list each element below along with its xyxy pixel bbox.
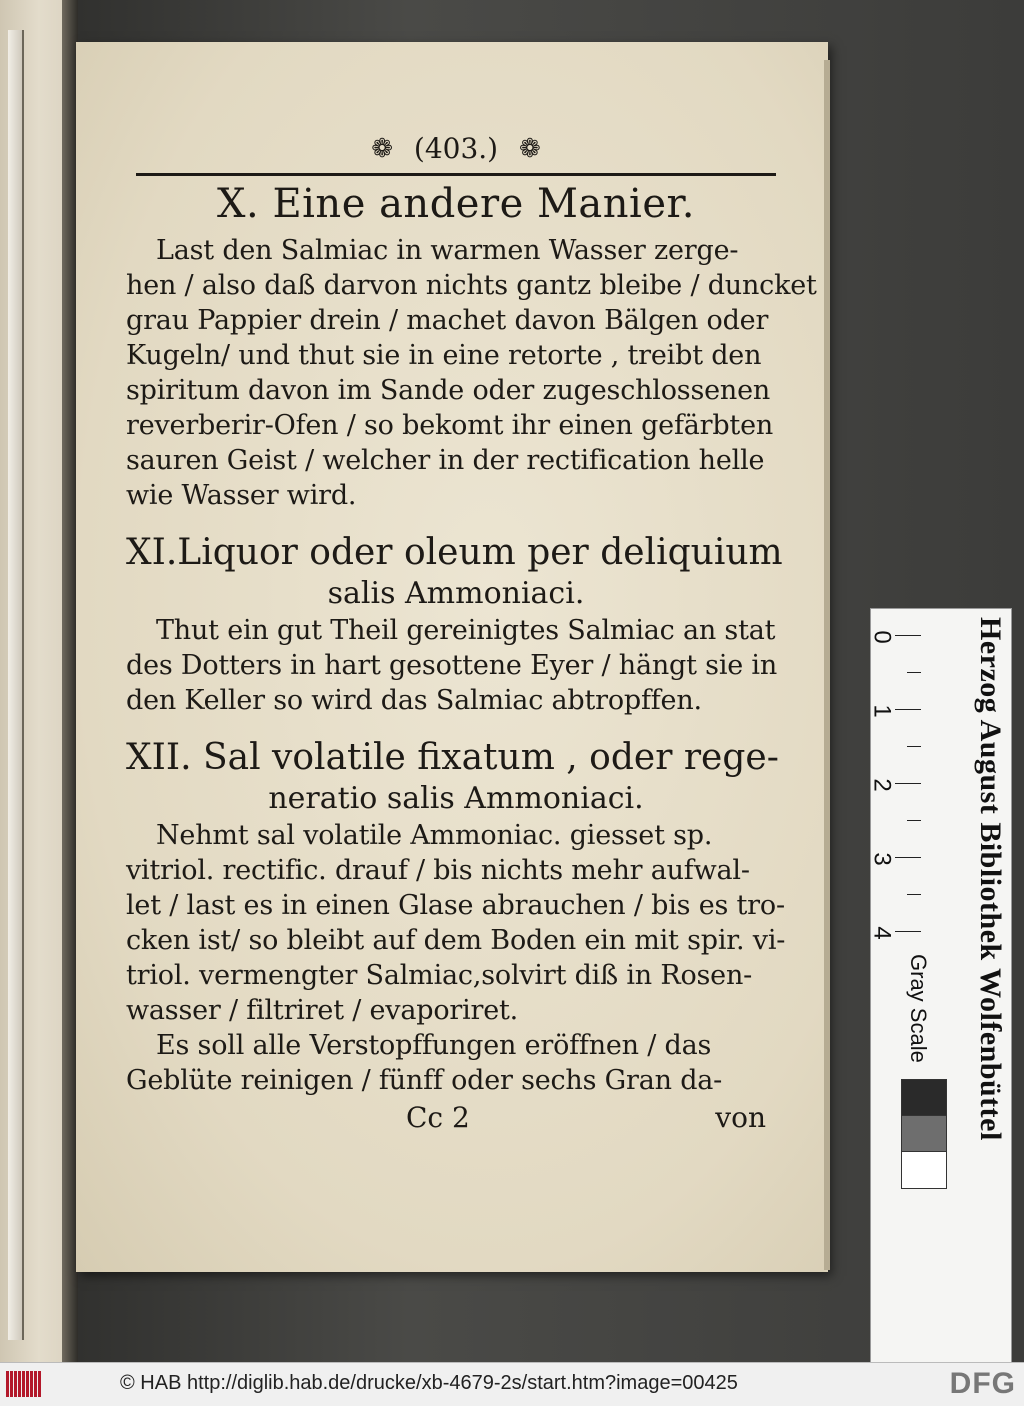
heading-xii-subtitle: neratio salis Ammoniaci. (268, 781, 644, 816)
dfg-logo: DFG (949, 1367, 1016, 1400)
text-line: wie Wasser wird. (126, 480, 357, 511)
gray-scale-label: Gray Scale (906, 954, 931, 1063)
centimeter-ruler (868, 609, 901, 949)
page-text (126, 127, 817, 1138)
ruler-number: 0 (868, 630, 896, 644)
page-edge (824, 60, 830, 1270)
signature-mark: Cc 2 (406, 1101, 470, 1134)
page-footer-line (126, 1098, 786, 1138)
text-line: reverberir-Ofen / so bekomt ihr einen gefärbten (126, 410, 774, 441)
ornament-right-icon: ❁ (519, 133, 541, 164)
text-line: let / last es in einen Glase abrauchen / bis es tro- (126, 890, 785, 921)
head-rule (136, 173, 776, 176)
footer-bar (0, 1362, 1024, 1406)
ruler-tick (907, 746, 921, 747)
text-line: hen / also daß darvon nichts gantz bleibe / duncket (126, 270, 817, 301)
text-line: vitriol. rectific. drauf / bis nichts mehr aufwal- (126, 855, 750, 886)
text-line: Geblüte reinigen / fünff oder sechs Gran da- (126, 1065, 723, 1096)
heading-x: X. Eine andere Manier. (217, 181, 695, 227)
text-line: den Keller so wird das Salmiac abtropffen. (126, 685, 702, 716)
ruler-tick (907, 672, 921, 673)
ruler-tick (895, 857, 921, 858)
ruler-number: 4 (868, 926, 896, 940)
paragraph-xi (126, 613, 786, 718)
ruler-tick (907, 894, 921, 895)
paragraph-xii (126, 818, 786, 1028)
ruler-tick (907, 820, 921, 821)
text-line: sauren Geist / welcher in der rectification helle (126, 445, 765, 476)
catchword: von (715, 1101, 766, 1134)
ornament-left-icon: ❁ (371, 133, 393, 164)
ruler-number: 3 (868, 852, 896, 866)
ruler-number: 1 (868, 704, 896, 718)
paragraph-final (126, 1028, 786, 1098)
ruler-tick (895, 635, 921, 636)
ruler-tick (895, 931, 921, 932)
text-line: Es soll alle Verstopffungen eröffnen / das (156, 1030, 712, 1061)
heading-xii-title: XII. Sal volatile fixatum , oder rege- (126, 737, 779, 778)
ruler-tick (895, 783, 921, 784)
text-line: Nehmt sal volatile Ammoniac. giesset sp. (156, 820, 713, 851)
running-head (126, 127, 786, 167)
heading-xi-subtitle: salis Ammoniaci. (327, 576, 585, 611)
binding-spine (8, 30, 24, 1340)
swatch-dark (901, 1079, 947, 1117)
text-line: Kugeln/ und thut sie in eine retorte , treibt den (126, 340, 762, 371)
text-line: Last den Salmiac in warmen Wasser zerge- (156, 235, 739, 266)
book-page (76, 42, 828, 1272)
hab-logo-icon (6, 1371, 46, 1397)
heading-xi-title: XI.Liquor oder oleum per deliquium (126, 532, 783, 573)
text-line: triol. vermengter Salmiac,solvirt diß in Rosen- (126, 960, 753, 991)
page-number: (403.) (413, 131, 499, 165)
text-line: grau Pappier drein / machet davon Bälgen oder (126, 305, 769, 336)
text-line: spiritum davon im Sande oder zugeschlossenen (126, 375, 771, 406)
swatch-white (901, 1151, 947, 1189)
text-line: Thut ein gut Theil gereinigtes Salmiac an stat (156, 615, 776, 646)
color-scale-card (870, 608, 1012, 1390)
ruler-tick (895, 709, 921, 710)
text-line: wasser / filtriret / evaporiret. (126, 995, 519, 1026)
institution-name: Herzog August Bibliothek Wolfenbüttel (974, 617, 1007, 1141)
credit-line: © HAB http://diglib.hab.de/drucke/xb-4679-2s/start.htm?image=00425 (120, 1372, 738, 1394)
text-line: cken ist/ so bleibt auf dem Boden ein mit spir. vi- (126, 925, 786, 956)
heading-xi (126, 531, 786, 613)
ruler-number: 2 (868, 778, 896, 792)
swatch-mid (901, 1115, 947, 1153)
paragraph-x (126, 233, 817, 513)
text-line: des Dotters in hart gesottene Eyer / hängt sie in (126, 650, 778, 681)
heading-xii (126, 736, 786, 818)
